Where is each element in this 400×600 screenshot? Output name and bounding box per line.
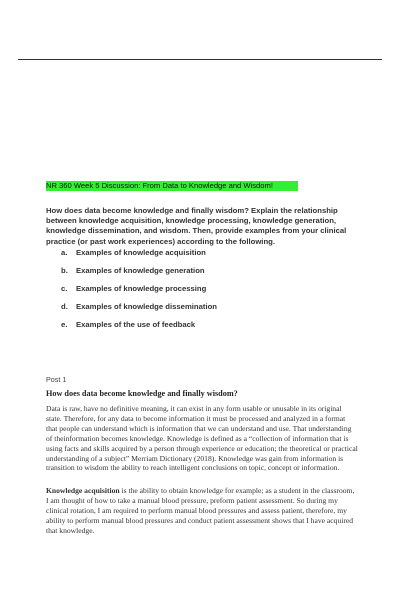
list-item: b. Examples of knowledge generation (61, 266, 205, 275)
key-term: Knowledge acquisition (46, 486, 120, 495)
list-item: d. Examples of knowledge dissemination (61, 302, 217, 311)
question-list (46, 248, 346, 338)
post-label: Post 1 (46, 375, 67, 384)
header-divider (18, 59, 382, 60)
post-heading: How does data become knowledge and finally wisdom? (46, 389, 238, 398)
post-paragraph-2: Knowledge acquisition is the ability to obtain knowledge for example; as a student in the classroom, I am thought of how to take a manual blood pressure, preform patient assessment. So during my clinical rotation, I am required to perform manual blood pressures and assess patient, therefore, my ability to perform manual blood pressures and conduct patient assessment shows that I have acquired that knowledge. (46, 486, 355, 535)
document-title: NR 360 Week 5 Discussion: From Data to Knowledge and Wisdom! (46, 181, 298, 191)
list-item: a. Examples of knowledge acquisition (61, 248, 206, 257)
post-paragraph-1: Data is raw, have no definitive meaning, it can exist in any form usable or unusable in its original state. Therefore, for any data to become information it must be processed and analyzed in a format that people can understand which is information that we can understand and use. That understanding of theinformation becomes knowledge. Knowledge is defined as a “collection of information that is using facts and skills acquired by a person through experience or education; the theoretical or practical understanding of a subject” Merriam Dictionary (2018). Knowledge was gain from information is transition to wisdom the ability to reach intelligent conclusions on topic, concept or information. (46, 404, 358, 473)
list-item: e. Examples of the use of feedback (61, 320, 196, 329)
discussion-prompt: How does data become knowledge and finally wisdom? Explain the relationship between knowledge acquisition, knowledge processing, knowledge generation, knowledge dissemination, and wisdom. Then, provide examples from your clinical practice (or past work experiences) according to the following. (46, 206, 347, 246)
list-item: c. Examples of knowledge processing (61, 284, 207, 293)
